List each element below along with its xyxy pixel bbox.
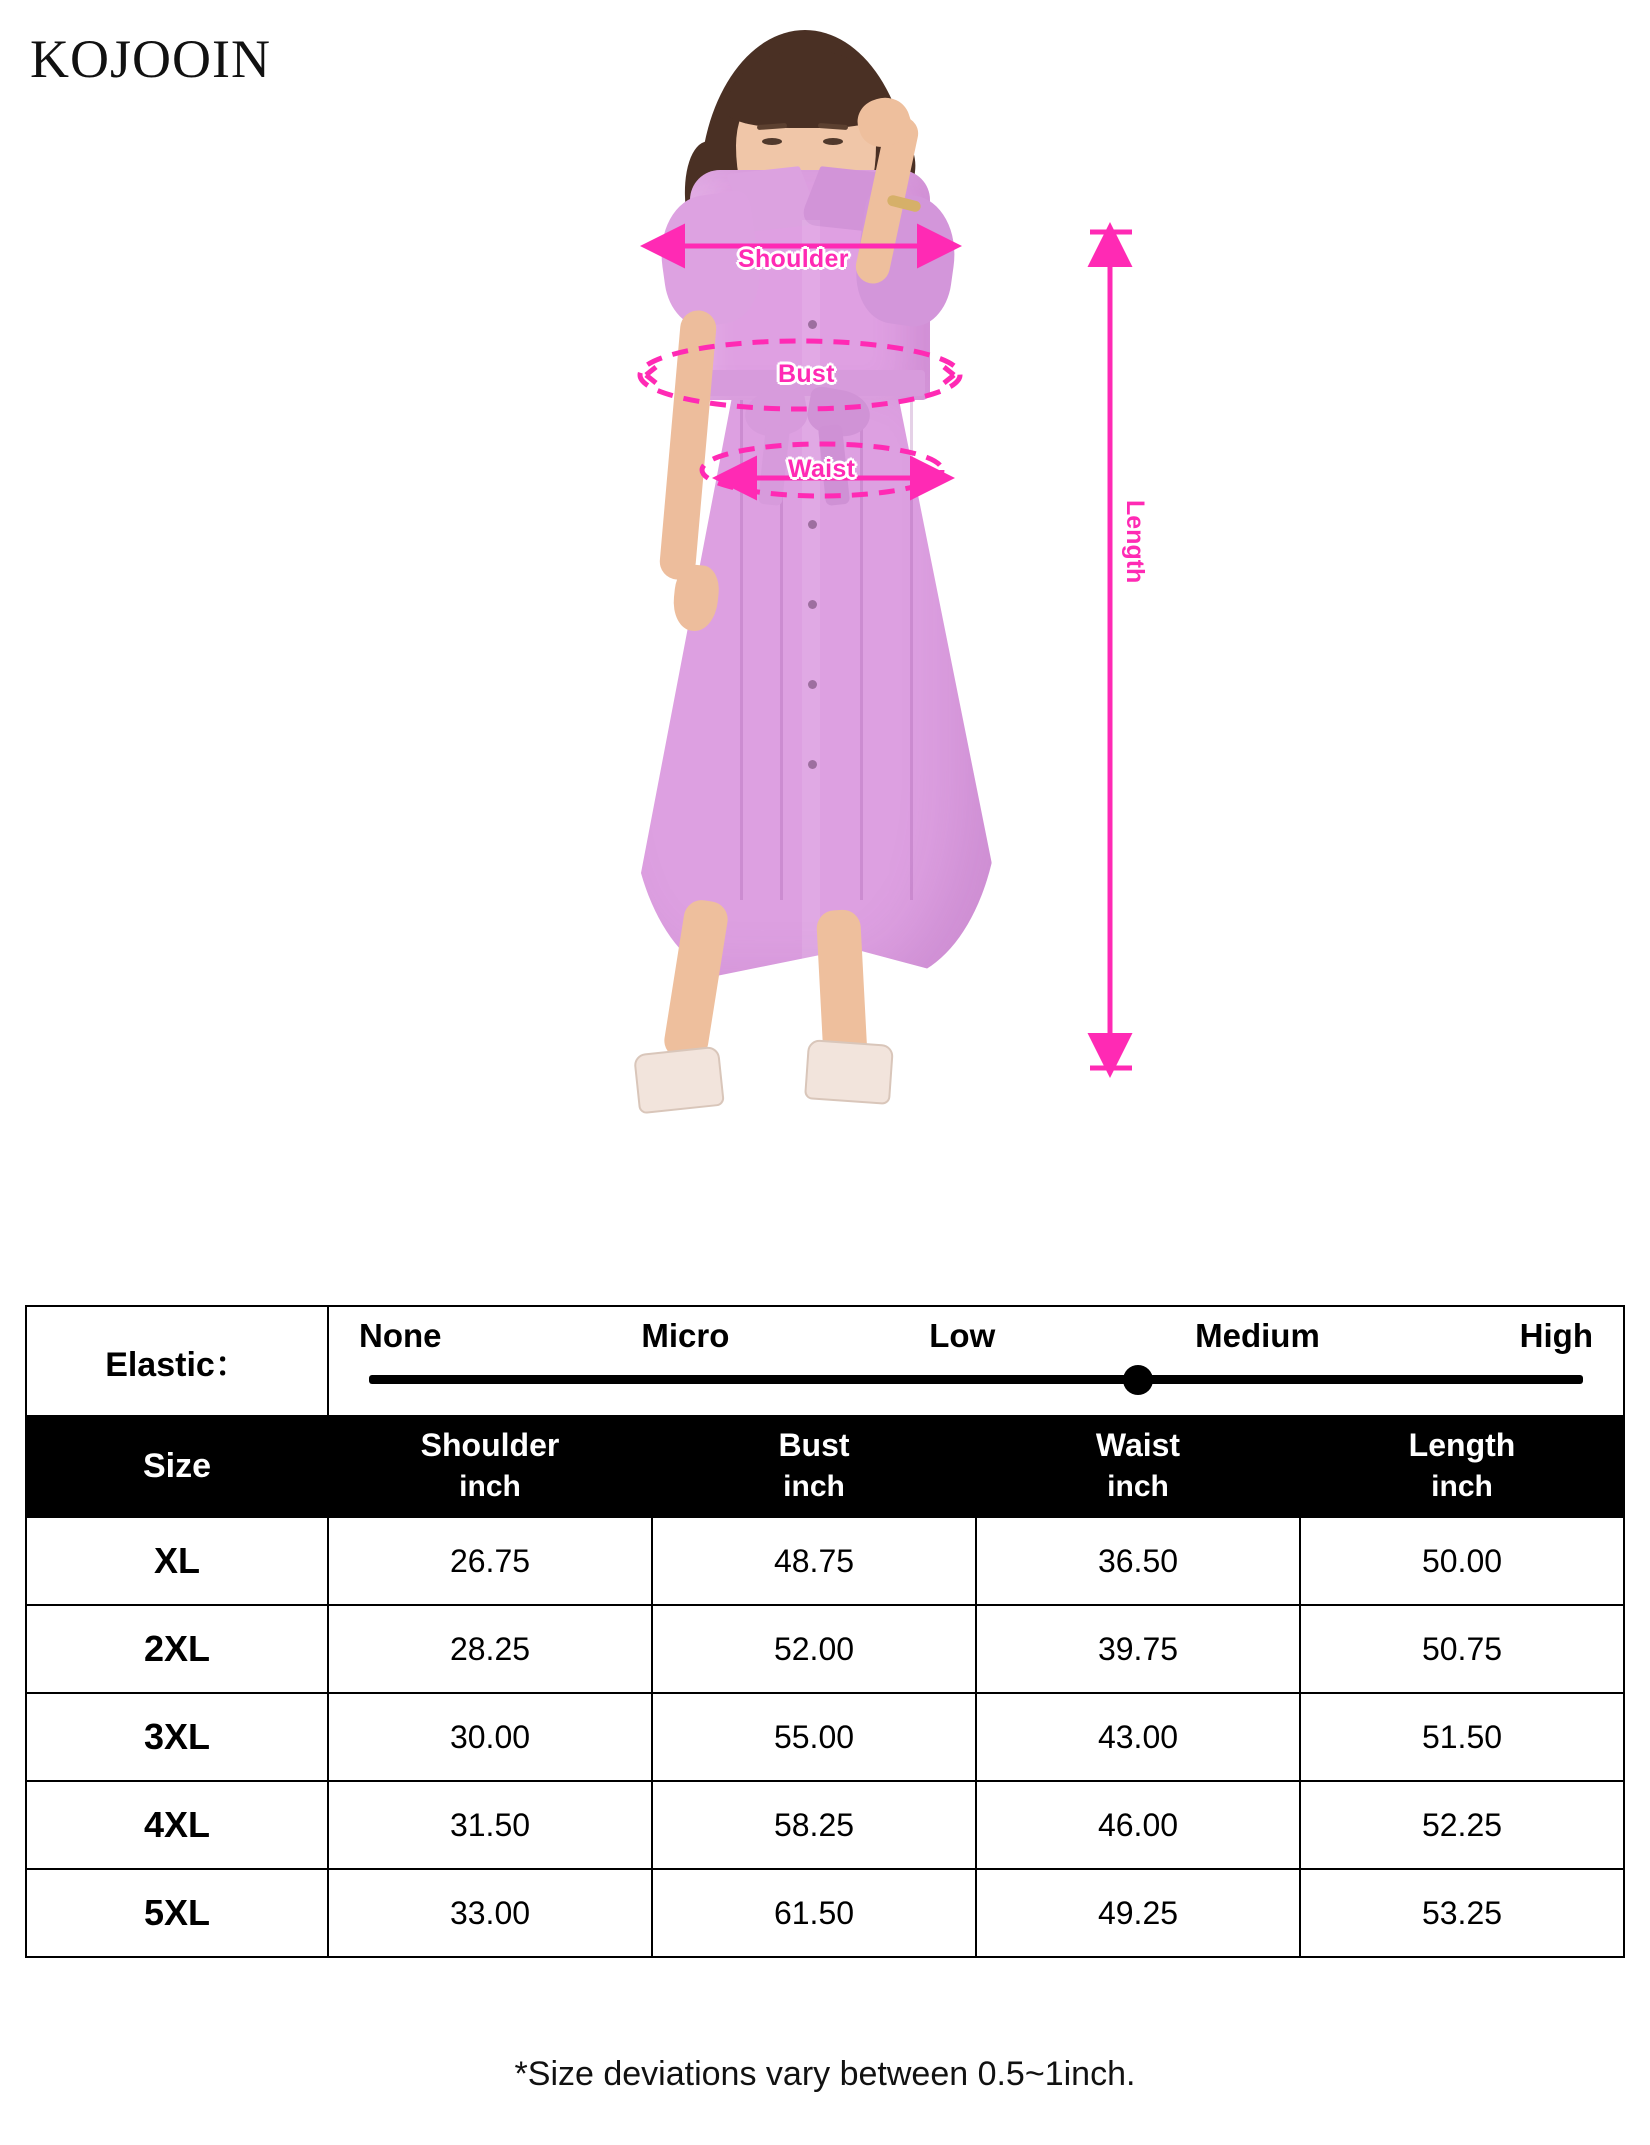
button — [808, 680, 817, 689]
elastic-level-medium[interactable]: Medium — [1195, 1317, 1320, 1354]
shoe-left — [633, 1046, 725, 1115]
row-size-2xl: 2XL — [26, 1605, 328, 1693]
shoulder-measure-label: Shoulder — [738, 245, 849, 273]
elastic-scale[interactable] — [328, 1306, 1624, 1416]
row-size-3xl: 3XL — [26, 1693, 328, 1781]
elastic-level-none[interactable]: None — [359, 1317, 442, 1354]
cell-length: 51.50 — [1300, 1693, 1624, 1781]
cell-waist: 46.00 — [976, 1781, 1300, 1869]
cell-waist: 49.25 — [976, 1869, 1300, 1957]
cell-bust: 61.50 — [652, 1869, 976, 1957]
size-chart-table — [25, 1305, 1625, 1958]
brand-logo: KOJOOIN — [30, 29, 271, 89]
table-row — [26, 1605, 1624, 1693]
cell-shoulder: 26.75 — [328, 1517, 652, 1605]
waist-measure-label: Waist — [788, 455, 856, 483]
header-length: Length — [1300, 1416, 1624, 1468]
cell-length: 52.25 — [1300, 1781, 1624, 1869]
elastic-selected-marker[interactable] — [1123, 1365, 1153, 1395]
table-row — [26, 1517, 1624, 1605]
button — [808, 320, 817, 329]
elastic-label: Elastic： — [26, 1306, 328, 1416]
cell-length: 53.25 — [1300, 1869, 1624, 1957]
cell-bust: 55.00 — [652, 1693, 976, 1781]
skirt-fold — [860, 380, 863, 900]
model-illustration — [540, 20, 1100, 1270]
cell-bust: 58.25 — [652, 1781, 976, 1869]
elastic-row — [26, 1306, 1624, 1416]
cell-bust: 52.00 — [652, 1605, 976, 1693]
cell-length: 50.00 — [1300, 1517, 1624, 1605]
cell-bust: 48.75 — [652, 1517, 976, 1605]
elastic-level-low[interactable]: Low — [929, 1317, 996, 1354]
cell-shoulder: 28.25 — [328, 1605, 652, 1693]
cell-waist: 39.75 — [976, 1605, 1300, 1693]
eye-left — [762, 138, 782, 145]
bust-measure-label: Bust — [778, 360, 835, 388]
elastic-track — [369, 1375, 1583, 1384]
row-size-4xl: 4XL — [26, 1781, 328, 1869]
table-row — [26, 1781, 1624, 1869]
header-shoulder: Shoulder — [328, 1416, 652, 1468]
elastic-level-high[interactable]: High — [1519, 1317, 1593, 1354]
cell-shoulder: 33.00 — [328, 1869, 652, 1957]
button — [808, 600, 817, 609]
cell-waist: 36.50 — [976, 1517, 1300, 1605]
row-size-5xl: 5XL — [26, 1869, 328, 1957]
eye-right — [823, 138, 843, 145]
unit-waist: inch — [976, 1468, 1300, 1517]
table-header-names — [26, 1416, 1624, 1468]
cell-shoulder: 30.00 — [328, 1693, 652, 1781]
header-size: Size — [26, 1416, 328, 1517]
unit-shoulder: inch — [328, 1468, 652, 1517]
button — [808, 760, 817, 769]
table-row — [26, 1693, 1624, 1781]
row-size-xl: XL — [26, 1517, 328, 1605]
skirt-fold — [740, 380, 743, 900]
size-deviation-note: *Size deviations vary between 0.5~1inch. — [514, 2055, 1136, 2093]
unit-bust: inch — [652, 1468, 976, 1517]
unit-length: inch — [1300, 1468, 1624, 1517]
elastic-level-micro[interactable]: Micro — [641, 1317, 730, 1354]
header-waist: Waist — [976, 1416, 1300, 1468]
cell-shoulder: 31.50 — [328, 1781, 652, 1869]
header-bust: Bust — [652, 1416, 976, 1468]
skirt-fold — [910, 380, 913, 900]
shoe-right — [804, 1039, 894, 1105]
button — [808, 520, 817, 529]
table-row — [26, 1869, 1624, 1957]
length-measure-label: Length — [1121, 500, 1149, 584]
cell-waist: 43.00 — [976, 1693, 1300, 1781]
cell-length: 50.75 — [1300, 1605, 1624, 1693]
